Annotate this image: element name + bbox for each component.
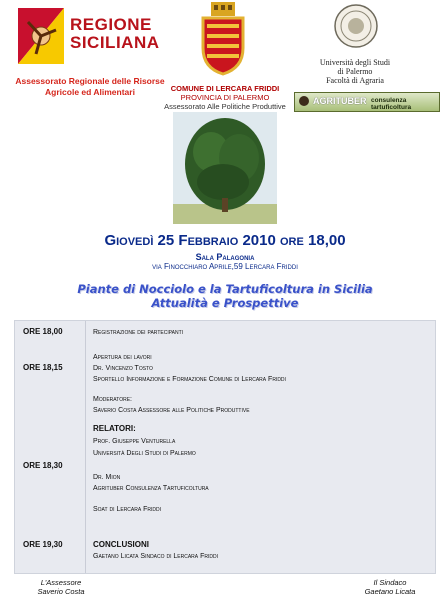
signature-sindaco: Il Sindaco Gaetano Licata xyxy=(364,578,416,596)
agenda-item: Prof. Giuseppe Venturella xyxy=(93,438,176,445)
agenda-item: Moderatore: xyxy=(93,396,132,403)
universita-palermo-text: Università degli Studi di Palermo Facoltà di Agraria xyxy=(319,58,391,85)
agenda-item: Agrituber Consulenza Tartuficoltura xyxy=(93,485,209,492)
event-title: Piante di Nocciolo e la Tartuficoltura in Sicilia Attualità e Prospettive xyxy=(77,282,373,310)
regione-siciliana-text: REGIONE SICILIANA xyxy=(70,15,160,52)
agrituber-brand-text: AGRITUBER xyxy=(313,96,367,106)
event-address: via Finocchiaro Aprile,59 Lercara Friddi xyxy=(152,262,298,271)
agrituber-logo xyxy=(294,92,440,112)
signature-assessore: L'Assessore Saverio Costa xyxy=(37,578,85,596)
agenda-item: RELATORI: xyxy=(93,424,136,433)
agenda-item: Dr. Mion xyxy=(93,474,121,481)
agenda-item: Dr. Vincenzo Tosto xyxy=(93,365,153,372)
agenda-time: ORE 18,00 xyxy=(23,327,63,336)
agenda-divider xyxy=(85,321,86,573)
agenda-item: Sportello Informazione e Formazione Comune di Lercara Friddi xyxy=(93,376,286,383)
truffle-icon xyxy=(298,95,310,107)
trinacria-logo xyxy=(18,8,64,64)
agenda-time: ORE 18,30 xyxy=(23,461,63,470)
event-venue: Sala Palagonia xyxy=(195,252,255,262)
agenda-item: Università Degli Studi di Palermo xyxy=(93,450,196,457)
agenda-item: Soat di Lercara Friddi xyxy=(93,506,162,513)
university-seal-icon xyxy=(334,4,378,48)
agenda-time: ORE 18,15 xyxy=(23,363,63,372)
agenda-panel xyxy=(14,320,436,574)
comune-lercara-block: COMUNE DI LERCARA FRIDDI PROVINCIA DI PALERMO Assessorato Alle Politiche Produttive xyxy=(164,84,286,111)
agenda-time: ORE 19,30 xyxy=(23,540,63,549)
agenda-item: Gaetano Licata Sindaco di Lercara Friddi xyxy=(93,553,218,560)
agrituber-tagline-text: consulenza tartuficoltura xyxy=(371,97,412,111)
agenda-item: CONCLUSIONI xyxy=(93,540,149,549)
agenda-item: Registrazione dei partecipanti xyxy=(93,329,184,336)
assessorato-regionale-text: Assessorato Regionale delle Risorse Agricole ed Alimentari xyxy=(15,76,165,97)
agenda-item: Saverio Costa Assessore alle Politiche Produttive xyxy=(93,407,250,414)
agenda-item: Apertura dei lavori xyxy=(93,354,152,361)
hazel-tree-photo xyxy=(173,112,277,224)
comune-crest-icon xyxy=(197,2,249,76)
event-date: Giovedì 25 Febbraio 2010 ore 18,00 xyxy=(104,232,346,249)
